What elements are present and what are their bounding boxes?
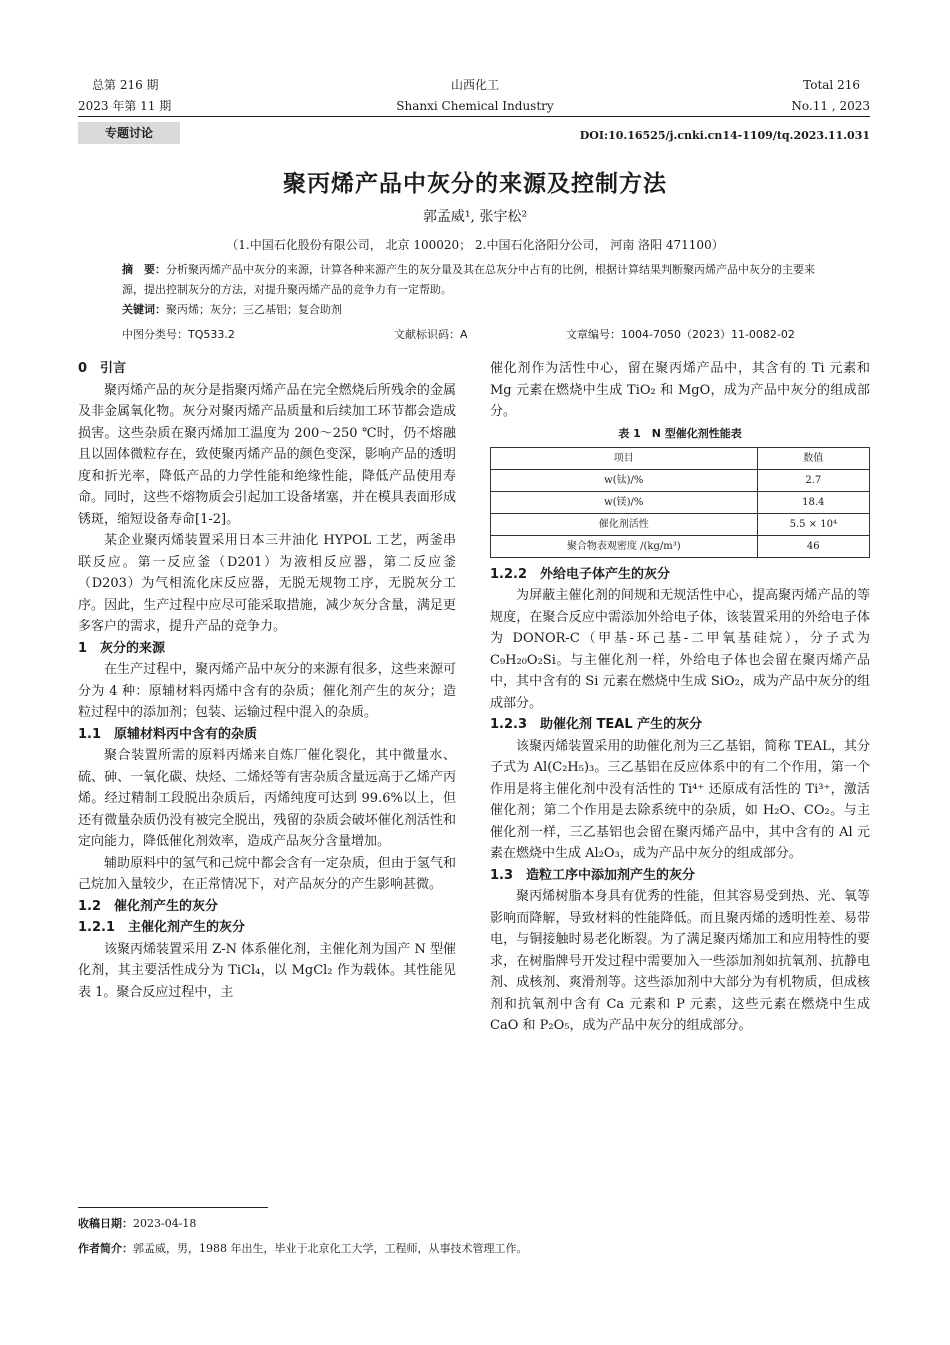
table-row (491, 469, 870, 491)
catalyst-table (490, 447, 870, 558)
section-heading: 1.2 催化剂产生的灰分 (78, 898, 219, 914)
author-bio (78, 1240, 528, 1256)
section-heading: 1.1 原辅材料丙中含有的杂质 (78, 726, 258, 742)
table-cell: w(镁)/% (491, 491, 758, 513)
right-column (490, 358, 870, 1037)
section-heading: 1.3 造粒工序中添加剂产生的灰分 (490, 867, 696, 883)
table-cell: 催化剂活性 (491, 513, 758, 535)
abstract (122, 260, 828, 300)
journal-name-cn: 山西化工 (450, 78, 499, 92)
document-code: 文献标识码：A (394, 328, 468, 341)
table-caption: 表 1 N 型催化剂性能表 (618, 426, 742, 440)
section-heading: 1.2.2 外给电子体产生的灰分 (490, 566, 671, 582)
table-cell: 5.5 × 10⁴ (757, 513, 869, 535)
article-number: 文章编号：1004-7050（2023）11-0082-02 (566, 328, 795, 341)
journal-issue-number: 2023 年第 11 期 (78, 99, 172, 113)
paragraph: 为屏蔽主催化剂的间规和无规活性中心，提高聚丙烯产品的等规度，在聚合反应中需添加外给电子体，该装置采用的外给电子体为 DONOR-C（甲基-环己基-二甲氧基硅烷），分子式为 C₉H₂₀O₂Si。与主催化剂一样，外给电子体也会留在聚丙烯产品中，其中含有的 Si 元素在燃烧中生成 SiO₂，成为产品中灰分的组成部分。 (490, 588, 870, 711)
received-value: 2023-04-18 (133, 1217, 197, 1230)
affiliations: （1.中国石化股份有限公司， 北京 100020； 2.中国石化洛阳分公司， 河南 洛阳 471100） (226, 238, 724, 252)
paragraph: 某企业聚丙烯装置采用日本三井油化 HYPOL 工艺，两釜串联反应。第一反应釜（D201）为液相反应器，第二反应釜（D203）为气相流化床反应器，无脱无规物工序，无脱灰分工序。因此，生产过程中应尽可能采取措施，减少灰分含量，满足更多客户的需求，提升产品的竞争力。 (78, 533, 456, 634)
journal-name-en: Shanxi Chemical Industry (396, 99, 554, 113)
doi: DOI:10.16525/j.cnki.cn14-1109/tq.2023.11.031 (579, 129, 870, 142)
table-cell: 2.7 (757, 469, 869, 491)
paragraph: 聚合装置所需的原料丙烯来自炼厂催化裂化，其中微量水、硫、砷、一氧化碳、炔烃、二烯烃等有害杂质含量远高于乙烯产丙烯。经过精制工段脱出杂质后，丙烯纯度可达到 99.6%以上，但还有微量杂质仍没有被完全脱出，残留的杂质会破坏催化剂活性和定向能力，降低催化剂效率，造成产品灰分含量增加。 (78, 748, 456, 849)
paragraph: 聚丙烯产品的灰分是指聚丙烯产品在完全燃烧后所残余的金属及非金属氧化物。灰分对聚丙烯产品质量和后续加工环节都会造成损害。这些杂质在聚丙烯加工温度为 200～250 ℃时，仍不熔融且以固体微粒存在，致使聚丙烯产品的颜色变深，影响产品的透明度和折光率，降低产品的力学性能和绝缘性能，降低产品使用寿命。同时，这些不熔物质会引起加工设备堵塞，并在模具表面形成锈斑，缩短设备寿命[1-2]。 (78, 382, 456, 527)
section-heading: 0 引言 (78, 361, 127, 376)
table-row (491, 513, 870, 535)
paragraph: 该聚丙烯装置采用 Z-N 体系催化剂，主催化剂为国产 N 型催化剂，其主要活性成分为 TiCl₄，以 MgCl₂ 作为载体。其性能见表 1。聚合反应过程中，主 (78, 941, 456, 1000)
paragraph: 该聚丙烯装置采用的助催化剂为三乙基铝，简称 TEAL，其分子式为 Al(C₂H₅)₃。三乙基铝在反应体系中的有二个作用，第一个作用是将主催化剂中没有活性的 Ti⁴⁺ 还原成有活性的 Ti³⁺，激活催化剂；第二个作用是去除系统中的杂质，如 H₂O、CO₂。与主催化剂一样，三乙基铝也会留在聚丙烯产品中，其中含有的 Al 元素在燃烧中生成 Al₂O₃，成为产品中灰分的组成部分。 (490, 738, 870, 861)
section-heading: 1 灰分的来源 (78, 640, 166, 656)
abstract-text: 分析聚丙烯产品中灰分的来源，计算各种来源产生的灰分量及其在总灰分中占有的比例，根据计算结果判断聚丙烯产品中灰分的主要来源，提出控制灰分的方法，对提升聚丙烯产品的竞争力有一定帮助。 (122, 263, 815, 296)
table-header-row (491, 447, 870, 469)
page-title: 聚丙烯产品中灰分的来源及控制方法 (283, 171, 667, 197)
keywords (122, 300, 828, 320)
topic-label: 专题讨论 (78, 122, 180, 144)
journal-number-en: No.11 , 2023 (791, 99, 870, 113)
paragraph: 在生产过程中，聚丙烯产品中灰分的来源有很多，这些来源可分为 4 种：原辅材料丙烯中含有的杂质；催化剂产生的灰分；造粒过程中的添加剂；包装、运输过程中混入的杂质。 (78, 662, 456, 720)
paragraph: 辅助原料中的氢气和己烷中都会含有一定杂质，但由于氢气和己烷加入量较少，在正常情况下，对产品灰分的产生影响甚微。 (78, 855, 456, 892)
received-date (78, 1215, 196, 1231)
keywords-label: 关键词： (122, 303, 166, 316)
table-row (491, 491, 870, 513)
table-cell: 46 (757, 535, 869, 557)
abstract-block (122, 260, 828, 320)
bio-value: 郭孟威，男，1988 年出生，毕业于北京化工大学，工程师，从事技术管理工作。 (133, 1242, 528, 1255)
table-header-cell: 数值 (757, 447, 869, 469)
authors: 郭孟威¹, 张宇松² (422, 209, 528, 225)
table-header-cell: 项目 (491, 447, 758, 469)
table-row (491, 535, 870, 557)
section-heading: 1.2.3 助催化剂 TEAL 产生的灰分 (490, 717, 703, 732)
journal-total-en: Total 216 (803, 78, 860, 92)
keywords-text: 聚丙烯；灰分；三乙基铝；复合助剂 (166, 303, 342, 316)
footnote-rule (78, 1207, 268, 1208)
header-rule (78, 116, 870, 117)
clc-number: 中图分类号：TQ533.2 (122, 328, 235, 341)
paragraph: 催化剂作为活性中心，留在聚丙烯产品中，其含有的 Ti 元素和 Mg 元素在燃烧中生成 TiO₂ 和 MgO，成为产品中灰分的组成部分。 (490, 361, 870, 419)
table-cell: w(钛)/% (491, 469, 758, 491)
bio-label: 作者简介： (78, 1242, 133, 1255)
paragraph: 聚丙烯树脂本身具有优秀的性能，但其容易受到热、光、氧等影响而降解，导致材料的性能降低。而且聚丙烯的透明性差、易带电，与铜接触时易老化断裂。为了满足聚丙烯加工和应用特性的要求，在树脂牌号开发过程中需要加入一些添加剂如抗氧剂、抗静电剂、成核剂、爽滑剂等。这些添加剂中大部分为有机物质，但成核剂和抗氧剂中含有 Ca 元素和 P 元素，这些元素在燃烧中生成 CaO 和 P₂O₅，成为产品中灰分的组成部分。 (490, 889, 870, 1033)
table-cell: 聚合物表观密度 /(kg/m³) (491, 535, 758, 557)
section-heading: 1.2.1 主催化剂产生的灰分 (78, 920, 246, 935)
abstract-label: 摘 要： (122, 263, 166, 276)
received-label: 收稿日期： (78, 1217, 133, 1230)
table-cell: 18.4 (757, 491, 869, 513)
journal-issue-total: 总第 216 期 (92, 78, 159, 92)
left-column (78, 358, 456, 1003)
